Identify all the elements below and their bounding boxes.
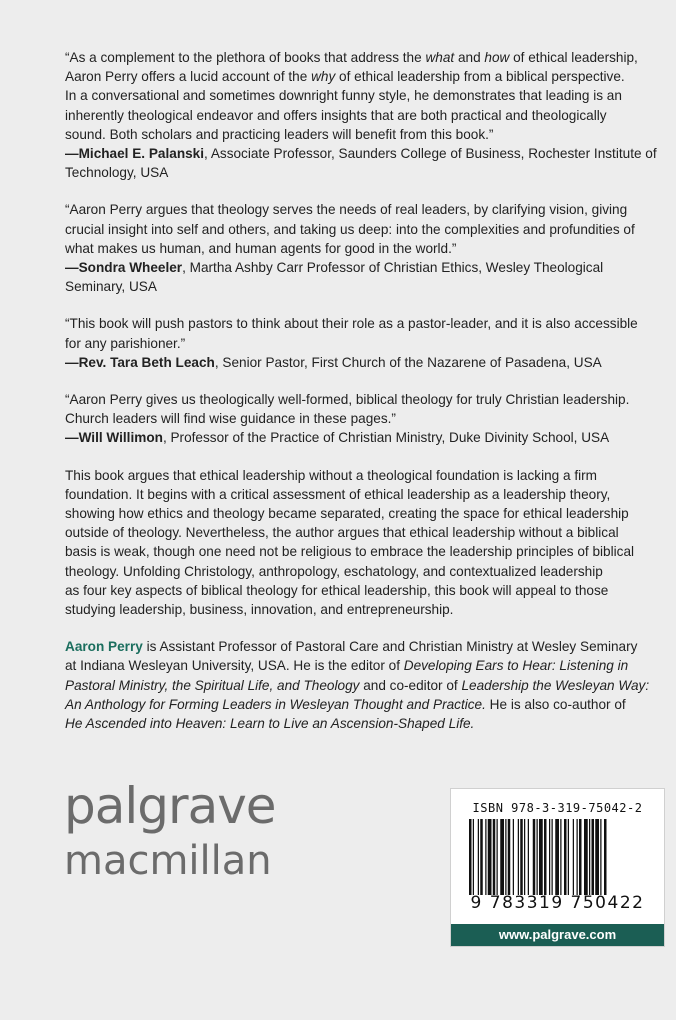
description-line: showing how ethics and theology became separated, creating the space for ethical leadership bbox=[65, 506, 629, 522]
barcode-bar bbox=[560, 819, 561, 895]
barcode-bar bbox=[493, 819, 496, 895]
italic-title: He Ascended into Heaven: Learn to Live an Ascension-Shaped Life. bbox=[65, 716, 475, 732]
barcode-bar bbox=[584, 819, 588, 895]
endorser-name: —Rev. Tara Beth Leach bbox=[65, 354, 215, 370]
barcode-bar bbox=[573, 819, 574, 895]
endorsement bbox=[65, 314, 665, 372]
bio-line: at Indiana Wesleyan University, USA. He is the editor of Developing Ears to Hear: Listening in bbox=[65, 658, 629, 674]
endorsement-line: —Rev. Tara Beth Leach, Senior Pastor, First Church of the Nazarene of Pasadena, USA bbox=[65, 354, 602, 370]
endorsement-line: inherently theological endeavor and offers insights that are both practical and theologically bbox=[65, 107, 607, 123]
italic-title: how bbox=[484, 50, 510, 65]
barcode-bar bbox=[505, 819, 506, 895]
description-line: basis is weak, though one need not be religious to embrace the leadership principles of biblical bbox=[65, 544, 635, 560]
barcode-bar bbox=[604, 819, 607, 895]
barcode-bar bbox=[518, 819, 519, 895]
barcode-bar bbox=[520, 819, 523, 895]
italic-title: Developing Ears to Hear: Listening in bbox=[403, 658, 629, 674]
barcode-bar bbox=[533, 819, 536, 895]
back-cover-text bbox=[65, 48, 665, 751]
endorsement bbox=[65, 390, 665, 448]
italic-title: why bbox=[311, 69, 336, 85]
barcode-bar bbox=[592, 819, 595, 895]
description-line: outside of theology. Nevertheless, the author argues that ethical leadership without a biblical bbox=[65, 525, 619, 541]
endorsement-line: “This book will push pastors to think about their role as a pastor-leader, and it is also accessible bbox=[65, 316, 638, 332]
barcode-digits: 9 783319 750422 bbox=[470, 893, 645, 913]
endorsement-line: —Michael E. Palanski, Associate Professor, Saunders College of Business, Rochester Institute of bbox=[65, 146, 657, 162]
description-line: foundation. It begins with a critical assessment of ethical leadership as a leadership theory, bbox=[65, 486, 611, 502]
endorsement-line: —Will Willimon, Professor of the Practice of Christian Ministry, Duke Divinity School, USA bbox=[65, 430, 610, 446]
barcode-bar bbox=[480, 819, 483, 895]
barcode-bar bbox=[539, 819, 543, 895]
endorsement-line: sound. Both scholars and practicing leaders will benefit from this book.” bbox=[65, 126, 494, 142]
italic-title: Pastoral Ministry, the Spiritual Life, and Theology bbox=[65, 677, 360, 693]
endorsement bbox=[65, 48, 665, 182]
barcode-bar bbox=[488, 819, 492, 895]
endorsement-line: “As a complement to the plethora of books that address the what and how of ethical leadership, bbox=[65, 50, 638, 65]
endorser-name: —Will Willimon bbox=[65, 430, 163, 446]
italic-title: Leadership the Wesleyan Way: bbox=[461, 677, 650, 693]
barcode-bar bbox=[513, 819, 514, 895]
barcode-bar bbox=[600, 819, 601, 895]
logo-line-1: palgrave bbox=[64, 777, 276, 835]
endorsement-line: crucial insight into self and others, and taking us deep: into the complexities and profundities of bbox=[65, 221, 635, 237]
barcode-graphic bbox=[469, 819, 645, 895]
description-line: This book argues that ethical leadership without a theological foundation is lacking a firm bbox=[65, 467, 597, 483]
barcode-bar bbox=[524, 819, 525, 895]
barcode-bar bbox=[589, 819, 590, 895]
barcode-bar bbox=[485, 819, 486, 895]
barcode-bar bbox=[579, 819, 582, 895]
publisher-url: www.palgrave.com bbox=[451, 924, 664, 946]
barcode-bar bbox=[478, 819, 479, 895]
bio-line bbox=[65, 714, 665, 733]
italic-title: An Anthology for Forming Leaders in Wesleyan Thought and Practice. bbox=[65, 696, 486, 712]
endorsement-line: Church leaders will find wise guidance in these pages.” bbox=[65, 411, 396, 427]
barcode-bar bbox=[497, 819, 498, 895]
barcode-panel bbox=[450, 788, 665, 947]
isbn-label: ISBN 978-3-319-75042-2 bbox=[472, 801, 643, 815]
endorsement-line: what makes us human, and human agents for good in the world.” bbox=[65, 240, 457, 256]
barcode-bar bbox=[568, 819, 569, 895]
barcode-bar bbox=[528, 819, 529, 895]
barcode-bar bbox=[537, 819, 538, 895]
bio-line: Pastoral Ministry, the Spiritual Life, and Theology and co-editor of Leadership the Wesleyan Way: bbox=[65, 677, 650, 693]
bio-line: An Anthology for Forming Leaders in Wesleyan Thought and Practice. He is also co-author of bbox=[65, 696, 626, 712]
description-line: theology. Unfolding Christology, anthropology, eschatology, and contextualized leadership bbox=[65, 563, 603, 579]
endorsement-line: “Aaron Perry gives us theologically well-formed, biblical theology for truly Christian leadership. bbox=[65, 392, 630, 408]
author-bio bbox=[65, 637, 665, 733]
italic-title: what bbox=[425, 50, 455, 65]
endorsement-line: Seminary, USA bbox=[65, 279, 157, 295]
bio-line: Aaron Perry is Assistant Professor of Pastoral Care and Christian Ministry at Wesley Seminary bbox=[65, 639, 638, 655]
endorsements bbox=[65, 48, 665, 448]
endorsement-line: Technology, USA bbox=[65, 165, 169, 181]
description-line: as four key aspects of biblical theology for ethical leadership, this book will appeal to those bbox=[65, 582, 609, 598]
barcode-bar bbox=[469, 819, 472, 895]
barcode-bar bbox=[577, 819, 578, 895]
endorser-name: —Sondra Wheeler bbox=[65, 260, 183, 276]
description-line: studying leadership, business, innovation, and entrepreneurship. bbox=[65, 602, 454, 618]
publisher-logo bbox=[64, 778, 276, 884]
endorsement-line: In a conversational and sometimes downright funny style, he demonstrates that leading is an bbox=[65, 88, 622, 104]
endorser-name: —Michael E. Palanski bbox=[65, 146, 205, 162]
book-description bbox=[65, 466, 665, 620]
endorsement bbox=[65, 200, 665, 296]
endorsement-line: —Sondra Wheeler, Martha Ashby Carr Professor of Christian Ethics, Wesley Theological bbox=[65, 260, 604, 276]
barcode-bar bbox=[564, 819, 567, 895]
endorsement-line: Aaron Perry offers a lucid account of the why of ethical leadership from a biblical perspective. bbox=[65, 69, 625, 85]
endorsement-line: “Aaron Perry argues that theology serves the needs of real leaders, by clarifying vision, giving bbox=[65, 202, 628, 218]
barcode-bar bbox=[508, 819, 511, 895]
barcode-bar bbox=[544, 819, 547, 895]
barcode-bar bbox=[549, 819, 550, 895]
barcode-bar bbox=[555, 819, 559, 895]
endorsement-line: for any parishioner.” bbox=[65, 335, 186, 351]
barcode-bar bbox=[552, 819, 553, 895]
barcode-bar bbox=[500, 819, 504, 895]
barcode-bar bbox=[473, 819, 474, 895]
author-name: Aaron Perry bbox=[65, 639, 143, 655]
logo-line-2: macmillan bbox=[64, 838, 272, 884]
barcode-bar bbox=[595, 819, 599, 895]
